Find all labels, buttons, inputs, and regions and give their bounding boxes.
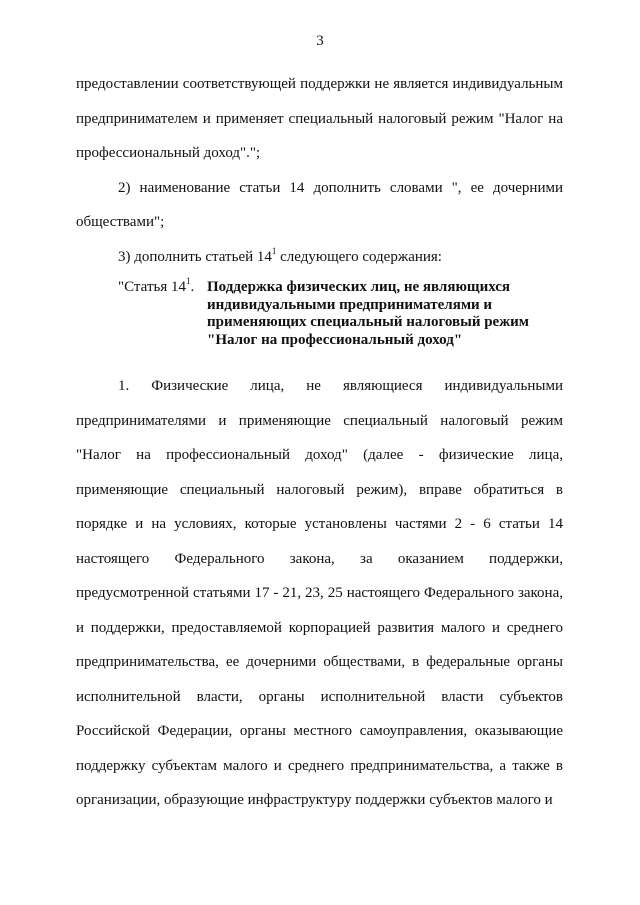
article-title-line: "Налог на профессиональный доход" — [207, 331, 463, 348]
article-heading — [76, 276, 563, 349]
paragraph-item-3 — [76, 240, 563, 275]
paragraph-item-2: 2) наименование статьи 14 дополнить словами ", ее дочерними обществами"; — [76, 179, 563, 230]
article-label-superscript: 1 — [185, 276, 191, 286]
paragraph-continued: предоставлении соответствующей поддержки не является индивидуальным предпринимателем и применяет специальный налоговый режим "Налог на профессиональный доход"."; — [76, 76, 563, 161]
item-3-text-end: следующего содержания: — [276, 248, 442, 265]
article-title-line: Поддержка физических лиц, не являющихся — [207, 279, 511, 295]
article-title-line: индивидуальными предпринимателями и — [207, 296, 493, 313]
article-title — [207, 279, 563, 349]
document-body — [76, 67, 563, 818]
item-3-superscript: 1 — [271, 245, 277, 256]
page-number: 3 — [316, 33, 324, 49]
article-label — [76, 276, 207, 297]
article-label-text: "Статья 14 — [118, 279, 186, 295]
article-label-dot: . — [190, 279, 195, 295]
article-paragraph-1: 1. Физические лица, не являющиеся индивидуальными предпринимателями и применяющие специальный налоговый режим "Налог на профессиональный доход" (далее - физические лица, применяющие специальный налоговый режим), вправе обратиться в порядке и на условиях, которые установлены частями 2 - 6 статьи 14 настоящего Федерального закона, за оказанием поддержки, предусмотренной статьями 17 - 21, 23, 25 настоящего Федерального закона, и поддержки, предоставляемой корпорацией развития малого и среднего предпринимательства, ее дочерними обществами, в федеральные органы исполнительной власти, органы исполнительной власти субъектов Российской Федерации, органы местного самоуправления, оказывающие поддержку субъектам малого и среднего предпринимательства, а также в организации, образующие инфраструктуру поддержки субъектов малого и — [76, 378, 563, 808]
article-title-line: применяющих специальный налоговый режим — [207, 314, 529, 330]
item-3-text: 3) дополнить статьей 14 — [118, 248, 272, 265]
